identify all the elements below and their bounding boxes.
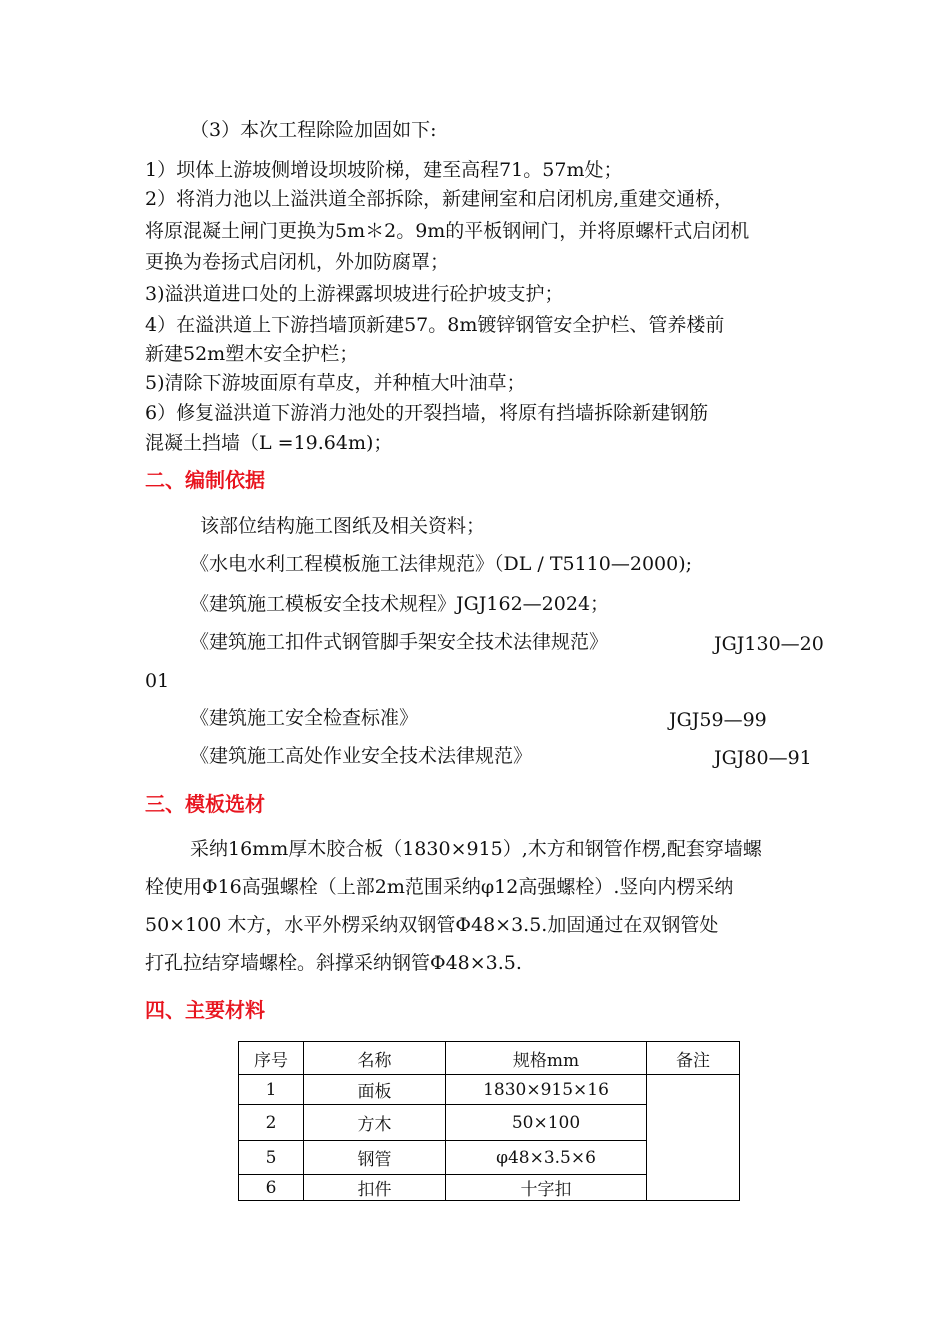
text-line: 50×100 木方，水平外楞采纳双钢管Φ48×3.5.加固通过在双钢管处 [145, 914, 719, 936]
reference-title: 《建筑施工高处作业安全技术法律规范》 [190, 745, 533, 767]
text-line: 6）修复溢洪道下游消力池处的开裂挡墙，将原有挡墙拆除新建钢筋 [145, 402, 709, 424]
text-line: 1）坝体上游坡侧增设坝坡阶梯，建至高程71。57m处； [145, 159, 623, 181]
reference-code: JGJ80—91 [714, 747, 812, 769]
text-line: 将原混凝土闸门更换为5m＊2。9m的平板钢闸门，并将原螺杆式启闭机 [145, 220, 750, 242]
section-heading: 二、编制依据 [145, 468, 265, 492]
table-cell: 十字扣 [446, 1175, 647, 1201]
table-header: 序号 [239, 1042, 304, 1075]
text-line: 打孔拉结穿墙螺栓。斜撑采纳钢管Φ48×3.5. [145, 952, 522, 974]
reference-title: 01 [145, 670, 170, 692]
text-line: 4）在溢洪道上下游挡墙顶新建57。8m镀锌钢管安全护栏、管养楼前 [145, 314, 725, 336]
reference-title: 《建筑施工安全检查标准》 [190, 707, 419, 729]
intro-heading: （3）本次工程除险加固如下: [190, 119, 437, 141]
text-line: 新建52m塑木安全护栏； [145, 343, 359, 365]
table-cell: 5 [239, 1141, 304, 1175]
table-cell: 50×100 [446, 1105, 647, 1141]
table-cell: 扣件 [304, 1175, 446, 1201]
text-line: 更换为卷扬式启闭机，外加防腐罩； [145, 251, 450, 273]
table-cell: 6 [239, 1175, 304, 1201]
reference-title: 《建筑施工模板安全技术规程》JGJ162—2024； [190, 593, 610, 615]
reference-code: JGJ59—99 [669, 709, 767, 731]
table-cell: φ48×3.5×6 [446, 1141, 647, 1175]
table-header: 备注 [647, 1042, 740, 1075]
section-heading: 三、模板选材 [145, 792, 265, 816]
materials-table [238, 1041, 740, 1201]
text-line: 2）将消力池以上溢洪道全部拆除，新建闸室和启闭机房,重建交通桥， [145, 188, 734, 210]
table-cell: 钢管 [304, 1141, 446, 1175]
text-line: 3)溢洪道进口处的上游裸露坝坡进行砼护坡支护； [145, 283, 564, 305]
table-cell: 1 [239, 1075, 304, 1105]
text-line: 混凝土挡墙（L =19.64m)； [145, 432, 393, 454]
table-row [239, 1075, 740, 1105]
table-cell: 1830×915×16 [446, 1075, 647, 1105]
section-heading: 四、主要材料 [145, 998, 265, 1022]
table-header-row [239, 1042, 740, 1075]
text-line: 该部位结构施工图纸及相关资料； [200, 515, 486, 537]
reference-title: 《水电水利工程模板施工法律规范》（DL / T5110—2000); [190, 553, 693, 575]
text-line: 5)清除下游坡面原有草皮，并种植大叶油草； [145, 372, 526, 394]
reference-title: 《建筑施工扣件式钢管脚手架安全技术法律规范》 [190, 631, 609, 653]
text-line: 采纳16mm厚木胶合板（1830×915）,木方和钢管作楞,配套穿墙螺 [190, 838, 762, 860]
table-header: 名称 [304, 1042, 446, 1075]
remarks-cell [647, 1075, 740, 1201]
table-cell: 方木 [304, 1105, 446, 1141]
table-cell: 2 [239, 1105, 304, 1141]
reference-code: JGJ130—20 [714, 633, 824, 655]
text-line: 栓使用Φ16高强螺栓（上部2m范围采纳φ12高强螺栓）.竖向内楞采纳 [145, 876, 734, 898]
table-cell: 面板 [304, 1075, 446, 1105]
table-header: 规格mm [446, 1042, 647, 1075]
